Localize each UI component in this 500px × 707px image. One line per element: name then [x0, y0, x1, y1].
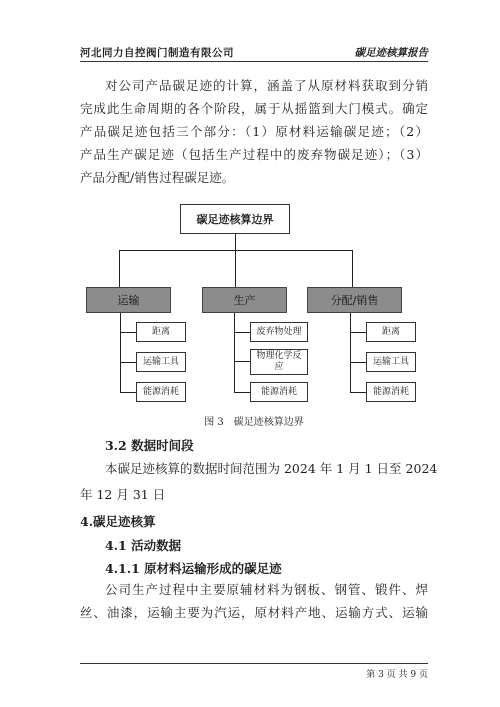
- leaf-box: 物理化学反应: [250, 349, 308, 375]
- intro-line: 完成此生命周期的各个阶段，属于从摇篮到大门模式。确定: [80, 101, 428, 116]
- leaf-box: 能源消耗: [250, 382, 308, 402]
- page-number: 第 3 页 共 9 页: [366, 670, 428, 680]
- intro-paragraph: [80, 74, 428, 189]
- connector: [120, 313, 121, 393]
- connector: [120, 392, 136, 393]
- connector: [235, 234, 236, 250]
- page-header: [80, 40, 428, 62]
- connector: [234, 313, 235, 393]
- connector: [352, 250, 353, 287]
- connector: [119, 250, 120, 287]
- body-paragraph: [80, 578, 428, 624]
- connector: [350, 392, 366, 393]
- leaf-box: 运输工具: [136, 352, 186, 372]
- body-line: 本碳足迹核算的数据时间范围为 2024 年 1 月 1 日至 2024: [105, 461, 438, 476]
- carbon-boundary-diagram: [80, 198, 428, 413]
- intro-line: 产品碳足迹包括三个部分：（1）原材料运输碳足迹；（2）: [80, 124, 428, 139]
- leaf-box: 距离: [366, 322, 416, 342]
- leaf-box: 运输工具: [366, 352, 416, 372]
- leaf-box: 废弃物处理: [250, 322, 308, 342]
- intro-line: 对公司产品碳足迹的计算，涵盖了从原材料获取到分销: [105, 78, 428, 93]
- figure-caption: 图 3 碳足迹核算边界: [204, 417, 304, 428]
- group-box-distribution: 分配/销售: [307, 287, 402, 313]
- company-name: 河北同力自控阀门制造有限公司: [80, 47, 234, 59]
- sub-heading: 4.1 活动数据: [105, 538, 182, 553]
- connector: [350, 332, 366, 333]
- diagram-root-box: 碳足迹核算边界: [180, 204, 290, 234]
- connector: [234, 392, 250, 393]
- group-box-production: 生产: [202, 287, 287, 313]
- section-heading: 4.碳足迹核算: [80, 514, 156, 529]
- connector: [234, 361, 250, 362]
- connector: [235, 250, 236, 287]
- body-line: 丝、油漆，运输主要为汽运，原材料产地、运输方式、运输: [80, 605, 428, 620]
- group-box-transport: 运输: [86, 287, 171, 313]
- leaf-box: 距离: [136, 322, 186, 342]
- leaf-box: 能源消耗: [366, 382, 416, 402]
- connector: [350, 313, 351, 393]
- page-footer: [80, 663, 428, 680]
- report-title: 碳足迹核算报告: [354, 47, 428, 59]
- connector: [120, 362, 136, 363]
- sub-sub-heading: 4.1.1 原材料运输形成的碳足迹: [105, 561, 282, 576]
- connector: [350, 362, 366, 363]
- intro-line: 产品分配/销售过程碳足迹。: [80, 170, 235, 185]
- connector: [234, 332, 250, 333]
- section-heading: 3.2 数据时间段: [105, 438, 194, 453]
- leaf-box: 能源消耗: [136, 382, 186, 402]
- body-line: 公司生产过程中主要原辅材料为钢板、钢管、锻件、焊: [105, 582, 428, 597]
- body-line: 年 12 月 31 日: [80, 487, 166, 502]
- connector: [120, 332, 136, 333]
- intro-line: 产品生产碳足迹（包括生产过程中的废弃物碳足迹）；（3）: [80, 147, 428, 162]
